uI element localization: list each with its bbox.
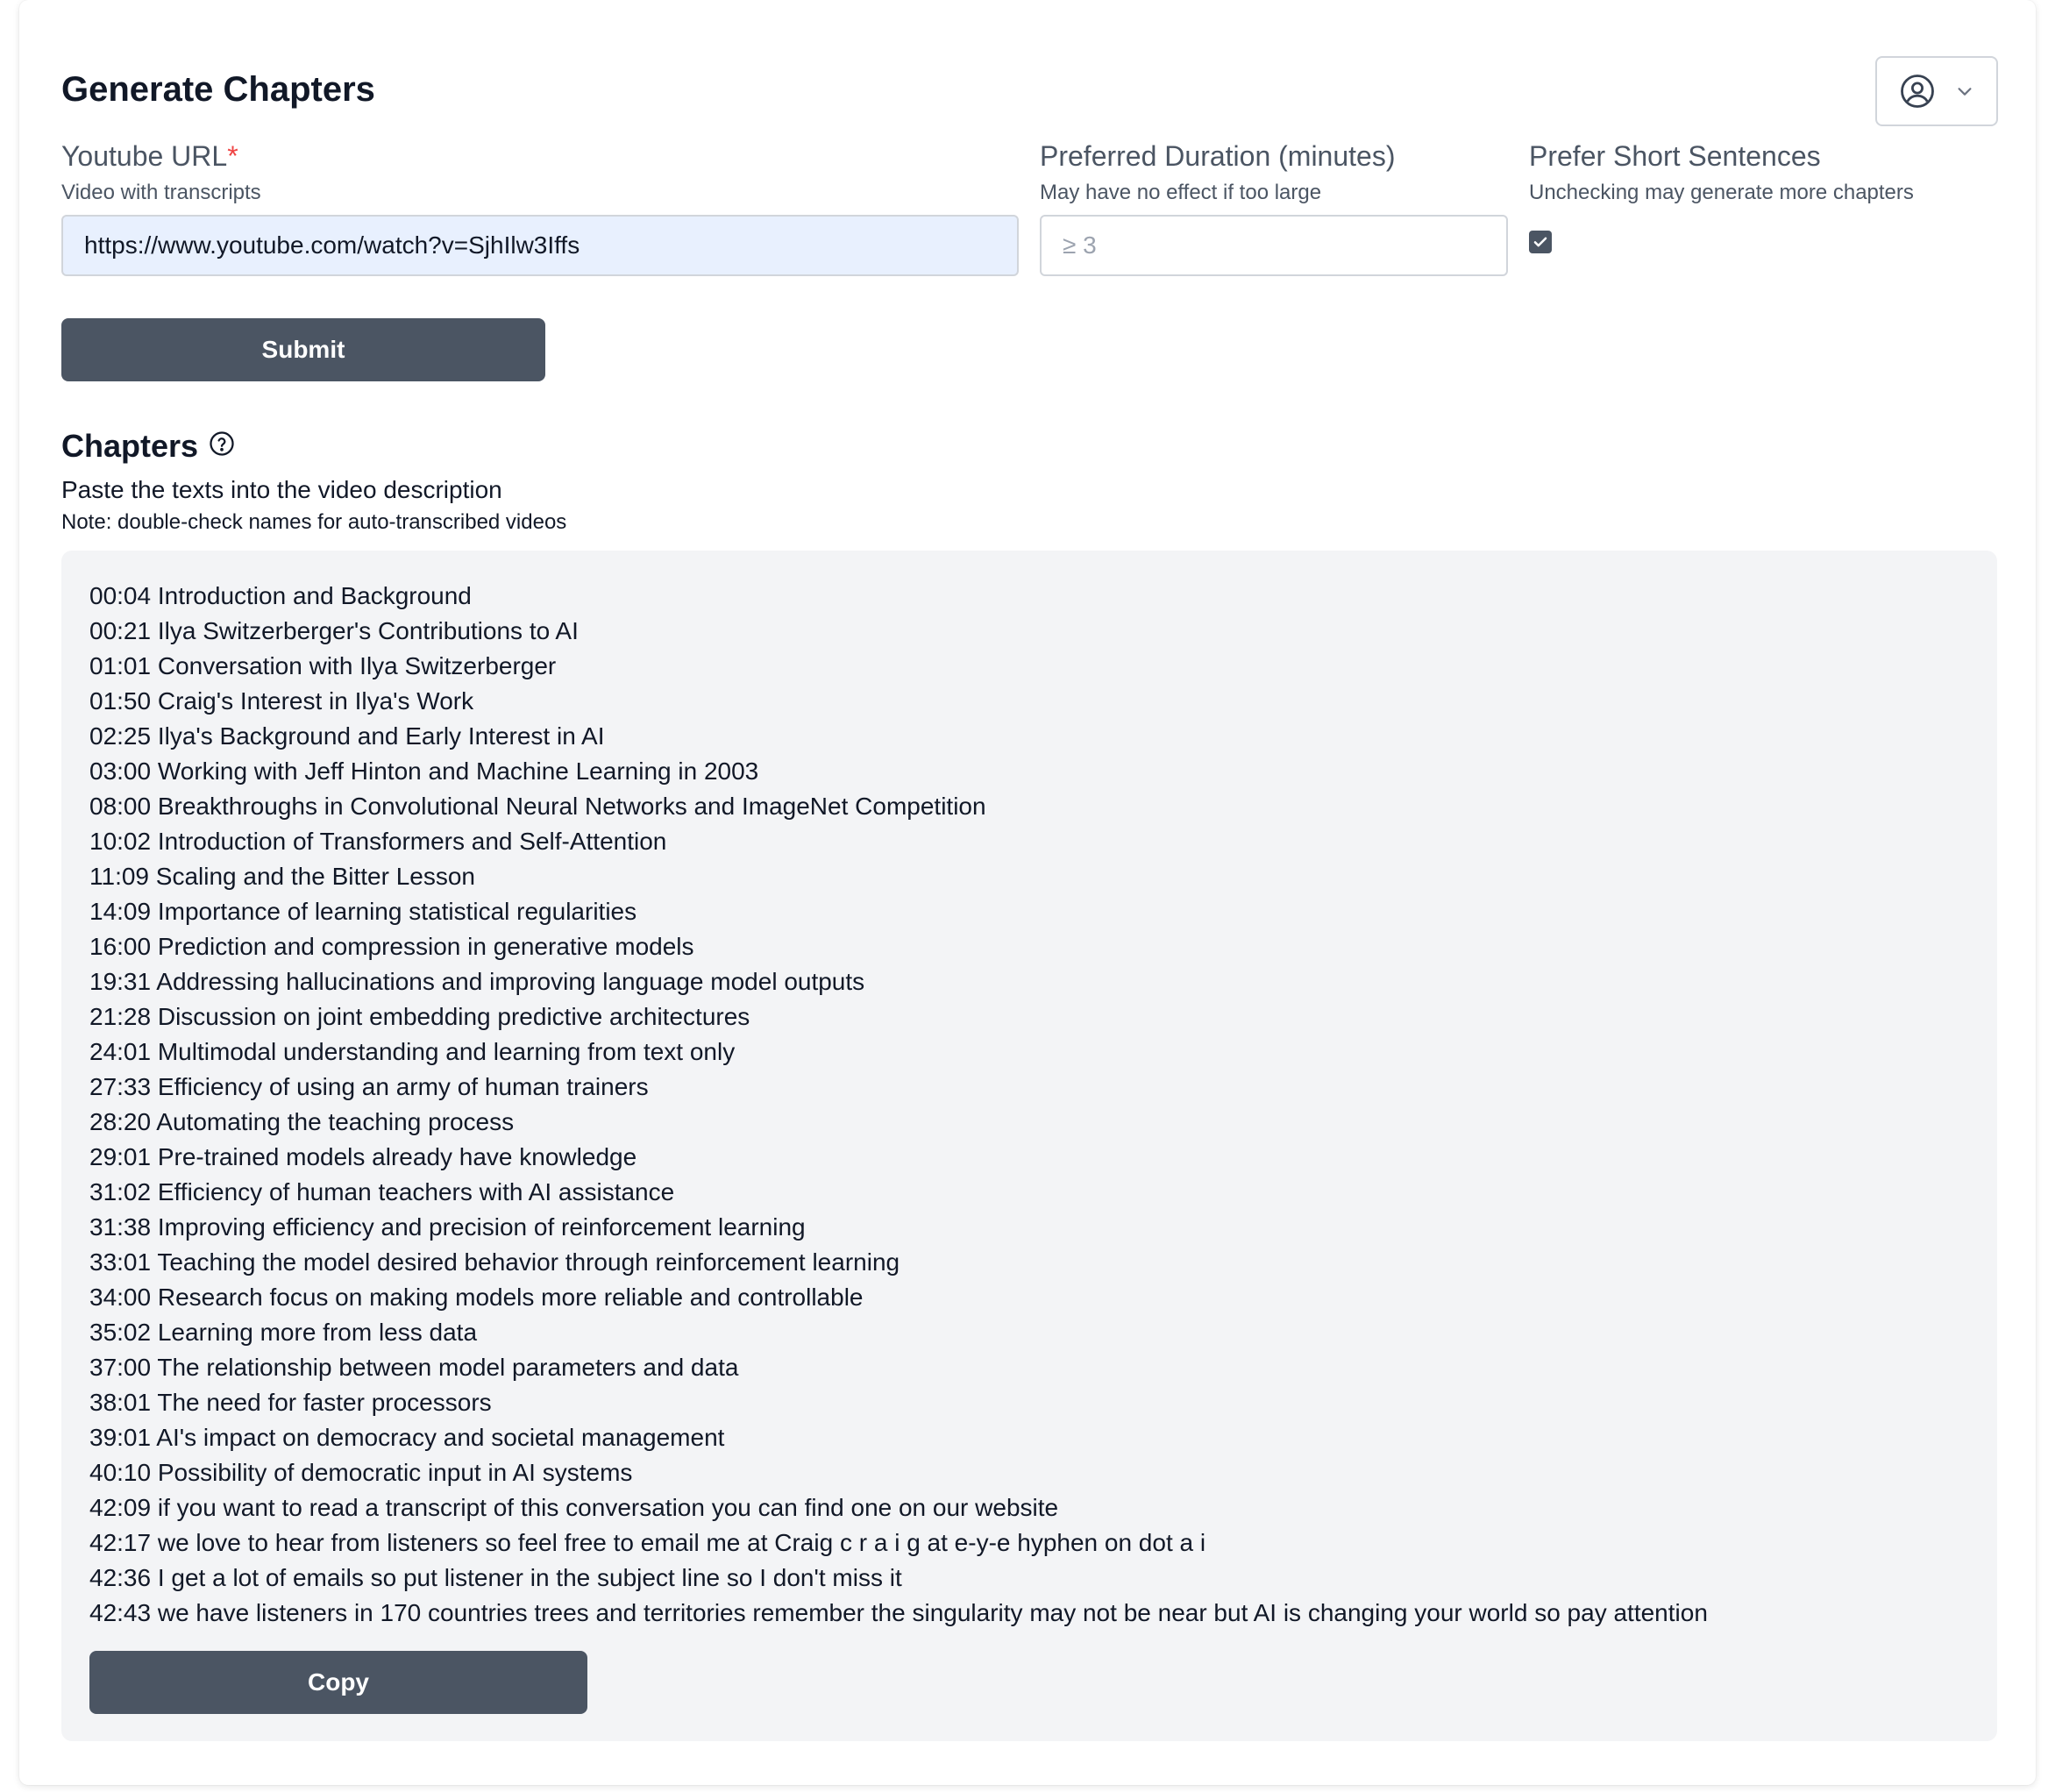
chapter-line: 39:01 AI's impact on democracy and societal management (89, 1424, 725, 1451)
chapter-line: 19:31 Addressing hallucinations and improving language model outputs (89, 968, 865, 995)
chapters-heading (61, 428, 235, 465)
chapter-line: 01:01 Conversation with Ilya Switzerberger (89, 652, 557, 679)
chapter-line: 14:09 Importance of learning statistical regularities (89, 898, 637, 925)
youtube-url-input[interactable] (61, 215, 1019, 276)
chapter-line: 38:01 The need for faster processors (89, 1389, 492, 1416)
chapter-line: 10:02 Introduction of Transformers and Self-Attention (89, 828, 667, 855)
url-label-text: Youtube URL (61, 140, 228, 172)
chapters-title: Chapters (61, 428, 199, 464)
chevron-down-icon (1955, 82, 1974, 101)
chapter-line: 31:02 Efficiency of human teachers with AI assistance (89, 1178, 675, 1205)
chapters-output-panel (61, 551, 1997, 1741)
chapter-line: 42:36 I get a lot of emails so put listener in the subject line so I don't miss it (89, 1564, 902, 1591)
chapter-line: 37:00 The relationship between model parameters and data (89, 1354, 739, 1381)
short-sentences-label: Prefer Short Sentences (1529, 140, 1821, 172)
page-title: Generate Chapters (61, 70, 375, 109)
chapter-line: 03:00 Working with Jeff Hinton and Machine Learning in 2003 (89, 757, 759, 785)
chapter-line: 28:20 Automating the teaching process (89, 1108, 515, 1135)
chapter-line: 35:02 Learning more from less data (89, 1319, 478, 1346)
chapter-line: 01:50 Craig's Interest in Ilya's Work (89, 687, 474, 715)
submit-button[interactable]: Submit (61, 318, 545, 381)
chapter-line: 31:38 Improving efficiency and precision of reinforcement learning (89, 1213, 806, 1241)
chapter-line: 00:04 Introduction and Background (89, 582, 472, 609)
chapters-note: Note: double-check names for auto-transcribed videos (61, 510, 567, 534)
chapter-line: 24:01 Multimodal understanding and learning from text only (89, 1038, 736, 1065)
chapters-list (89, 579, 1708, 1631)
checkmark-icon (1532, 234, 1548, 250)
chapter-line: 27:33 Efficiency of using an army of human trainers (89, 1073, 649, 1100)
url-label (61, 140, 238, 173)
chapter-line: 40:10 Possibility of democratic input in AI systems (89, 1459, 633, 1486)
chapter-line: 42:17 we love to hear from listeners so feel free to email me at Craig c r a i g at e-y-e hyphen on dot a i (89, 1529, 1206, 1556)
chapter-line: 11:09 Scaling and the Bitter Lesson (89, 863, 476, 890)
chapter-line: 00:21 Ilya Switzerberger's Contributions to AI (89, 617, 579, 644)
chapter-line: 34:00 Research focus on making models more reliable and controllable (89, 1284, 864, 1311)
chapter-line: 42:09 if you want to read a transcript of this conversation you can find one on our website (89, 1494, 1059, 1521)
chapter-line: 42:43 we have listeners in 170 countries trees and territories remember the singularity may not be near but AI is changing your world so pay attention (89, 1599, 1708, 1626)
url-help: Video with transcripts (61, 181, 261, 204)
chapter-line: 08:00 Breakthroughs in Convolutional Neural Networks and ImageNet Competition (89, 793, 986, 820)
short-sentences-checkbox[interactable] (1529, 231, 1552, 253)
question-circle-icon[interactable] (209, 428, 235, 465)
chapters-subtitle: Paste the texts into the video description (61, 476, 502, 503)
user-circle-icon (1899, 73, 1936, 110)
chapter-line: 21:28 Discussion on joint embedding predictive architectures (89, 1003, 750, 1030)
chapter-line: 33:01 Teaching the model desired behavior through reinforcement learning (89, 1248, 900, 1276)
user-menu-button[interactable] (1875, 56, 1998, 126)
duration-label: Preferred Duration (minutes) (1040, 140, 1396, 172)
required-mark: * (227, 140, 238, 172)
chapter-line: 29:01 Pre-trained models already have knowledge (89, 1143, 637, 1170)
duration-help: May have no effect if too large (1040, 181, 1322, 204)
copy-button[interactable]: Copy (89, 1651, 587, 1714)
chapter-line: 16:00 Prediction and compression in generative models (89, 933, 694, 960)
short-sentences-help: Unchecking may generate more chapters (1529, 181, 1914, 204)
chapter-line: 02:25 Ilya's Background and Early Interest in AI (89, 722, 605, 750)
duration-input[interactable] (1040, 215, 1508, 276)
